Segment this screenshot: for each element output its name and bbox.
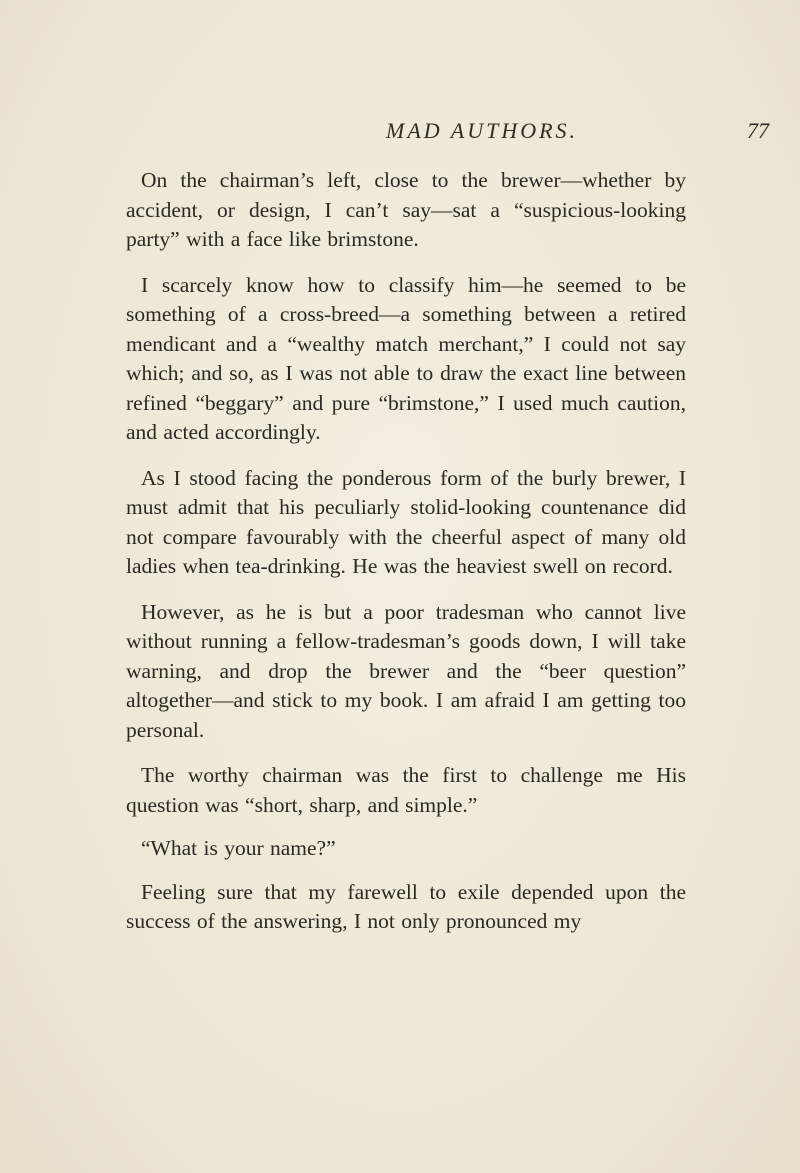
body-text (126, 166, 686, 953)
page-header (0, 118, 800, 148)
paragraph-4: However, as he is but a poor tradesman who cannot live without running a fellow-tradesman’s goods down, I will take warning, and drop the brewer and the “beer question” altogether—and stick to my book. I am afraid I am getting too personal. (126, 599, 686, 742)
running-title: MAD AUTHORS. (386, 118, 579, 143)
paragraph-2: I scarcely know how to classify him—he seemed to be something of a cross-breed—a something between a retired mendicant and a “wealthy match merchant,” I could not say which; and so, as I was not able to draw the exact line between refined “beggary” and pure “brimstone,” I used much caution, and acted accordingly. (126, 272, 686, 444)
page-number: 77 (747, 118, 769, 143)
paragraph-3: As I stood facing the ponderous form of the burly brewer, I must admit that his peculiarly stolid-looking countenance did not compare favourably with the cheerful aspect of many old ladies when tea-drinking. He was the heaviest swell on record. (126, 465, 686, 578)
paragraph-1: On the chairman’s left, close to the brewer—whether by accident, or design, I can’t say—sat a “suspicious-looking party” with a face like brimstone. (126, 168, 686, 251)
paragraph-5: The worthy chairman was the first to challenge me His question was “short, sharp, and simple.” (126, 763, 686, 817)
paragraph-7: Feeling sure that my farewell to exile depended upon the success of the answering, I not only pronounced my (126, 879, 686, 933)
paragraph-6: “What is your name?” (141, 836, 336, 860)
